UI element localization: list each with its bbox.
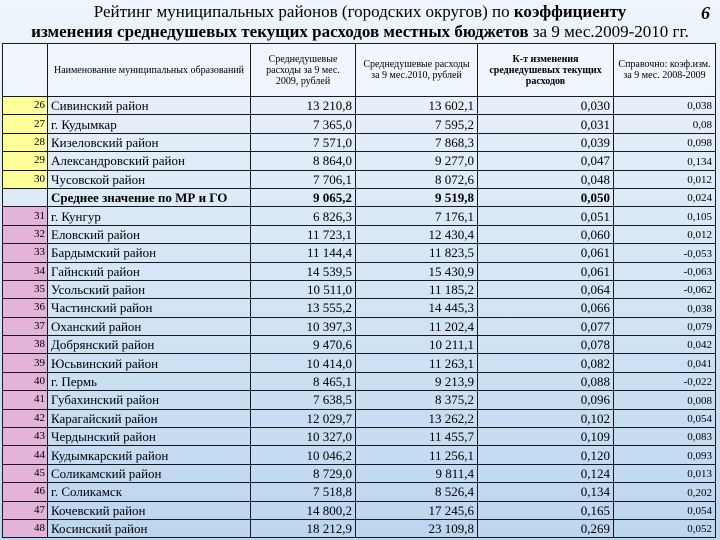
- slide-title: [0, 0, 720, 42]
- expenses-2009-cell: 6 826,3: [251, 207, 356, 225]
- rank-cell: [3, 188, 48, 206]
- expenses-2010-cell: 9 811,4: [356, 464, 478, 482]
- name-cell: Карагайский район: [48, 409, 251, 427]
- expenses-2010-cell: 10 211,1: [356, 336, 478, 354]
- expenses-2010-cell: 11 202,4: [356, 317, 478, 335]
- expenses-2010-cell: 14 445,3: [356, 299, 478, 317]
- rank-cell: 42: [3, 409, 48, 427]
- change-coef-cell: 0,048: [478, 170, 614, 188]
- name-cell: Юсьвинский район: [48, 354, 251, 372]
- expenses-2009-cell: 9 470,6: [251, 336, 356, 354]
- expenses-2009-cell: 7 571,0: [251, 133, 356, 151]
- expenses-2010-cell: 8 072,6: [356, 170, 478, 188]
- table-row: [3, 446, 716, 464]
- expenses-2009-cell: 13 210,8: [251, 97, 356, 115]
- reference-coef-cell: 0,052: [614, 519, 716, 537]
- expenses-2009-cell: 10 397,3: [251, 317, 356, 335]
- change-coef-cell: 0,120: [478, 446, 614, 464]
- expenses-2009-cell: 9 065,2: [251, 188, 356, 206]
- reference-coef-cell: 0,038: [614, 299, 716, 317]
- expenses-2009-cell: 11 723,1: [251, 225, 356, 243]
- reference-coef-cell: 0,012: [614, 225, 716, 243]
- expenses-2009-cell: 8 864,0: [251, 152, 356, 170]
- rank-cell: 46: [3, 483, 48, 501]
- expenses-2009-cell: 11 144,4: [251, 244, 356, 262]
- name-cell: Александровский район: [48, 152, 251, 170]
- change-coef-cell: 0,269: [478, 519, 614, 537]
- name-cell: г. Кудымкар: [48, 115, 251, 133]
- change-coef-cell: 0,082: [478, 354, 614, 372]
- reference-coef-cell: 0,038: [614, 97, 716, 115]
- expenses-2009-cell: 18 212,9: [251, 519, 356, 537]
- expenses-2010-cell: 11 263,1: [356, 354, 478, 372]
- table-row: [3, 299, 716, 317]
- name-cell: Гайнский район: [48, 262, 251, 280]
- rank-cell: 44: [3, 446, 48, 464]
- title-line1-bold: коэффициенту: [513, 2, 627, 21]
- table-row: [3, 207, 716, 225]
- rank-cell: 38: [3, 336, 48, 354]
- rank-cell: 33: [3, 244, 48, 262]
- reference-coef-cell: 0,012: [614, 170, 716, 188]
- change-coef-cell: 0,050: [478, 188, 614, 206]
- reference-coef-cell: -0,022: [614, 372, 716, 390]
- rank-cell: 26: [3, 97, 48, 115]
- rank-cell: 35: [3, 280, 48, 298]
- expenses-2010-cell: 7 176,1: [356, 207, 478, 225]
- expenses-2009-cell: 10 414,0: [251, 354, 356, 372]
- name-cell: Чердынский район: [48, 428, 251, 446]
- change-coef-cell: 0,061: [478, 244, 614, 262]
- reference-coef-cell: 0,098: [614, 133, 716, 151]
- table-row: [3, 464, 716, 482]
- name-cell: Чусовской район: [48, 170, 251, 188]
- rank-cell: 28: [3, 133, 48, 151]
- reference-coef-cell: 0,013: [614, 464, 716, 482]
- header-row: [3, 44, 716, 97]
- header-expenses-2010: Среднедушевые расходы за 9 мес.2010, рублей: [356, 44, 478, 97]
- expenses-2009-cell: 12 029,7: [251, 409, 356, 427]
- expenses-2009-cell: 7 638,5: [251, 391, 356, 409]
- name-cell: Бардымский район: [48, 244, 251, 262]
- expenses-2009-cell: 13 555,2: [251, 299, 356, 317]
- title-line1-normal: Рейтинг муниципальных районов (городских округов) по: [93, 2, 514, 21]
- expenses-2009-cell: 10 327,0: [251, 428, 356, 446]
- reference-coef-cell: 0,079: [614, 317, 716, 335]
- reference-coef-cell: 0,202: [614, 483, 716, 501]
- table-row: [3, 391, 716, 409]
- header-reference-coef: Справочно: коэф.изм. за 9 мес. 2008-2009: [614, 44, 716, 97]
- change-coef-cell: 0,039: [478, 133, 614, 151]
- expenses-2009-cell: 8 465,1: [251, 372, 356, 390]
- name-cell: Соликамский район: [48, 464, 251, 482]
- expenses-2009-cell: 7 518,8: [251, 483, 356, 501]
- table-row: [3, 519, 716, 537]
- expenses-2010-cell: 8 375,2: [356, 391, 478, 409]
- reference-coef-cell: -0,053: [614, 244, 716, 262]
- change-coef-cell: 0,030: [478, 97, 614, 115]
- change-coef-cell: 0,047: [478, 152, 614, 170]
- name-cell: г. Пермь: [48, 372, 251, 390]
- change-coef-cell: 0,102: [478, 409, 614, 427]
- average-row: [3, 188, 716, 206]
- table-row: [3, 262, 716, 280]
- expenses-2009-cell: 7 706,1: [251, 170, 356, 188]
- change-coef-cell: 0,064: [478, 280, 614, 298]
- change-coef-cell: 0,066: [478, 299, 614, 317]
- name-cell: г. Кунгур: [48, 207, 251, 225]
- change-coef-cell: 0,165: [478, 501, 614, 519]
- reference-coef-cell: 0,054: [614, 409, 716, 427]
- reference-coef-cell: 0,042: [614, 336, 716, 354]
- change-coef-cell: 0,077: [478, 317, 614, 335]
- table-row: [3, 372, 716, 390]
- expenses-2010-cell: 11 256,1: [356, 446, 478, 464]
- header-number: [3, 44, 48, 97]
- reference-coef-cell: 0,008: [614, 391, 716, 409]
- expenses-2009-cell: 8 729,0: [251, 464, 356, 482]
- rank-cell: 34: [3, 262, 48, 280]
- name-cell: Кудымкарский район: [48, 446, 251, 464]
- title-line2-normal: за 9 мес.2009-2010 гг.: [528, 22, 689, 41]
- rank-cell: 47: [3, 501, 48, 519]
- change-coef-cell: 0,031: [478, 115, 614, 133]
- reference-coef-cell: 0,105: [614, 207, 716, 225]
- table-row: [3, 428, 716, 446]
- change-coef-cell: 0,124: [478, 464, 614, 482]
- expenses-2010-cell: 13 602,1: [356, 97, 478, 115]
- expenses-2010-cell: 7 868,3: [356, 133, 478, 151]
- table-row: [3, 97, 716, 115]
- rank-cell: 41: [3, 391, 48, 409]
- rank-cell: 37: [3, 317, 48, 335]
- table-row: [3, 133, 716, 151]
- table-row: [3, 483, 716, 501]
- change-coef-cell: 0,134: [478, 483, 614, 501]
- reference-coef-cell: -0,062: [614, 280, 716, 298]
- reference-coef-cell: 0,134: [614, 152, 716, 170]
- change-coef-cell: 0,078: [478, 336, 614, 354]
- name-cell: Еловский район: [48, 225, 251, 243]
- name-cell: Среднее значение по МР и ГО: [48, 188, 251, 206]
- table-row: [3, 225, 716, 243]
- page-number: 6: [701, 3, 710, 23]
- rank-cell: 32: [3, 225, 48, 243]
- name-cell: Кизеловский район: [48, 133, 251, 151]
- table-row: [3, 152, 716, 170]
- change-coef-cell: 0,051: [478, 207, 614, 225]
- expenses-2009-cell: 14 800,2: [251, 501, 356, 519]
- table-row: [3, 280, 716, 298]
- rank-cell: 36: [3, 299, 48, 317]
- rating-table: [2, 43, 716, 538]
- table-row: [3, 354, 716, 372]
- name-cell: Частинский район: [48, 299, 251, 317]
- name-cell: Оханский район: [48, 317, 251, 335]
- rank-cell: 43: [3, 428, 48, 446]
- expenses-2009-cell: 7 365,0: [251, 115, 356, 133]
- rank-cell: 29: [3, 152, 48, 170]
- expenses-2010-cell: 8 526,4: [356, 483, 478, 501]
- expenses-2010-cell: 12 430,4: [356, 225, 478, 243]
- expenses-2010-cell: 11 455,7: [356, 428, 478, 446]
- reference-coef-cell: 0,083: [614, 428, 716, 446]
- rank-cell: 40: [3, 372, 48, 390]
- change-coef-cell: 0,109: [478, 428, 614, 446]
- table-row: [3, 317, 716, 335]
- expenses-2009-cell: 10 511,0: [251, 280, 356, 298]
- rank-cell: 27: [3, 115, 48, 133]
- change-coef-cell: 0,096: [478, 391, 614, 409]
- header-name: Наименование муниципальных образований: [48, 44, 251, 97]
- table-row: [3, 244, 716, 262]
- name-cell: Губахинский район: [48, 391, 251, 409]
- table-row: [3, 170, 716, 188]
- expenses-2010-cell: 13 262,2: [356, 409, 478, 427]
- reference-coef-cell: -0,063: [614, 262, 716, 280]
- reference-coef-cell: 0,041: [614, 354, 716, 372]
- expenses-2010-cell: 15 430,9: [356, 262, 478, 280]
- rank-cell: 48: [3, 519, 48, 537]
- expenses-2009-cell: 14 539,5: [251, 262, 356, 280]
- table-row: [3, 115, 716, 133]
- title-line2-bold: изменения среднедушевых текущих расходов местных бюджетов: [31, 22, 529, 41]
- reference-coef-cell: 0,054: [614, 501, 716, 519]
- expenses-2010-cell: 9 213,9: [356, 372, 478, 390]
- table-row: [3, 336, 716, 354]
- reference-coef-cell: 0,024: [614, 188, 716, 206]
- table-row: [3, 409, 716, 427]
- expenses-2009-cell: 10 046,2: [251, 446, 356, 464]
- table-row: [3, 501, 716, 519]
- rank-cell: 45: [3, 464, 48, 482]
- name-cell: Сивинский район: [48, 97, 251, 115]
- rank-cell: 30: [3, 170, 48, 188]
- reference-coef-cell: 0,093: [614, 446, 716, 464]
- change-coef-cell: 0,061: [478, 262, 614, 280]
- expenses-2010-cell: 9 277,0: [356, 152, 478, 170]
- expenses-2010-cell: 11 823,5: [356, 244, 478, 262]
- expenses-2010-cell: 7 595,2: [356, 115, 478, 133]
- expenses-2010-cell: 23 109,8: [356, 519, 478, 537]
- rank-cell: 31: [3, 207, 48, 225]
- change-coef-cell: 0,088: [478, 372, 614, 390]
- header-expenses-2009: Среднедушевые расходы за 9 мес. 2009, рублей: [251, 44, 356, 97]
- header-change-coef: К-т изменения среднедушевых текущих расходов: [478, 44, 614, 97]
- name-cell: г. Соликамск: [48, 483, 251, 501]
- name-cell: Добрянский район: [48, 336, 251, 354]
- expenses-2010-cell: 11 185,2: [356, 280, 478, 298]
- name-cell: Кочевский район: [48, 501, 251, 519]
- expenses-2010-cell: 17 245,6: [356, 501, 478, 519]
- change-coef-cell: 0,060: [478, 225, 614, 243]
- name-cell: Усольский район: [48, 280, 251, 298]
- rank-cell: 39: [3, 354, 48, 372]
- name-cell: Косинский район: [48, 519, 251, 537]
- expenses-2010-cell: 9 519,8: [356, 188, 478, 206]
- reference-coef-cell: 0,08: [614, 115, 716, 133]
